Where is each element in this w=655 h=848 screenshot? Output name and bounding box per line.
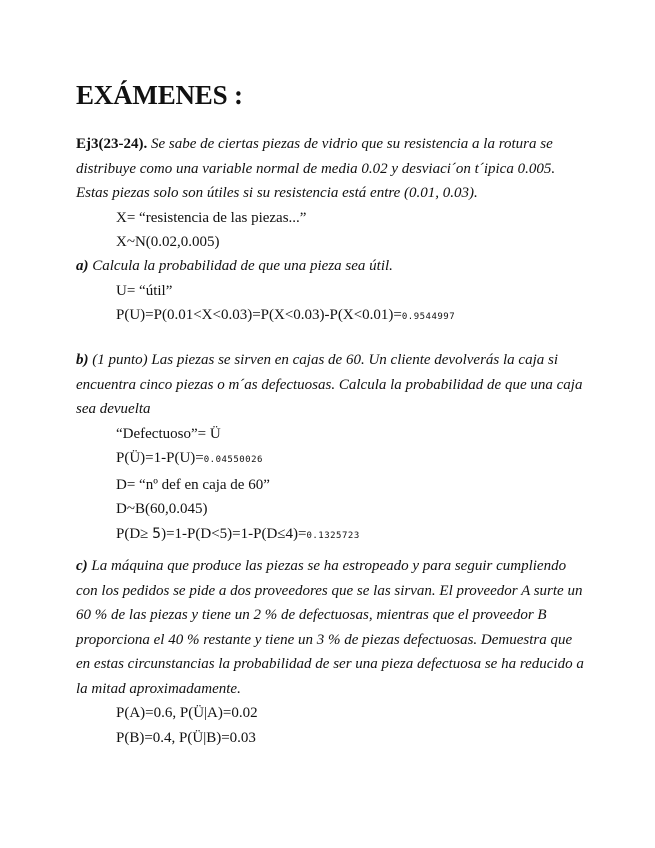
p-defect-line (76, 446, 588, 473)
d-definition: D= “nº def en caja de 60” (116, 476, 270, 493)
part-a (76, 254, 588, 330)
p-d-prefix: P(D (116, 525, 141, 542)
p-defect-calc: P(Ü)=1-P(U)= (116, 450, 204, 466)
p-u-result: 0.9544997 (401, 312, 456, 322)
p-d-rest: )=1-P(D<5)=1-P(D≤4)= (161, 525, 307, 542)
part-b-text: (1 punto) Las piezas se sirven en cajas de 60. Un cliente devolverás la caja si encuentra cinco piezas o m´as defectuosas. Calcula la probabilidad de que una caja sea devuelta (76, 352, 583, 417)
exercise-label-suffix: . (143, 136, 148, 152)
d-distribution: D~B(60,0.045) (116, 501, 208, 517)
p-d-line (76, 522, 588, 549)
p-defect-result: 0.04550026 (203, 455, 263, 465)
part-c-label: c) (76, 558, 88, 574)
part-b-label: b) (76, 352, 89, 368)
page-title: EXÁMENES : (76, 80, 243, 110)
p-d-result: 0.1325723 (306, 530, 360, 541)
exercise-statement (76, 132, 588, 255)
part-b (76, 348, 588, 548)
part-c-text: La máquina que produce las piezas se ha estropeado y para seguir cumpliendo con los pedidos se pide a dos proveedores que se las sirvan. El proveedor A surte un 60 % de las piezas y tiene un 2 % de defectuosas, mientras que el proveedor B proporciona el 40 % restante y tiene un 3 % de piezas defectuosas. Demuestra que en estas circunstancias la probabilidad de ser una pieza defectuosa se ha reducido a la mitad aproximadamente. (76, 558, 584, 697)
exercise-label: Ej3(23-24) (76, 136, 144, 152)
x-definition: X= “resistencia de las piezas...” (116, 209, 307, 226)
part-c (76, 554, 588, 750)
p-u-calc: P(U)=P(0.01<X<0.03)=P(X<0.03)-P(X<0.01)= (116, 307, 402, 323)
p-b-line: P(B)=0.4, P(Ü|B)=0.03 (116, 729, 256, 746)
p-d-five: 5 (152, 525, 162, 542)
part-a-text: Calcula la probabilidad de que una pieza sea útil. (92, 258, 393, 274)
u-definition: U= “útil” (116, 282, 173, 299)
x-distribution: X~N(0.02,0.005) (116, 234, 220, 250)
part-a-label: a) (76, 258, 89, 274)
p-u-line (76, 303, 588, 330)
exercise-text: Se sabe de ciertas piezas de vidrio que su resistencia a la rotura se distribuye como una variable normal de media 0.02 y desviaci´on t´ipica 0.005. Estas piezas solo son útiles si su resistencia está entre (0.01, 0.03). (76, 136, 556, 201)
defect-definition: “Defectuoso”= Ü (116, 425, 221, 442)
p-a-line: P(A)=0.6, P(Ü|A)=0.02 (116, 705, 258, 721)
p-d-geq: ≥ (140, 525, 149, 542)
